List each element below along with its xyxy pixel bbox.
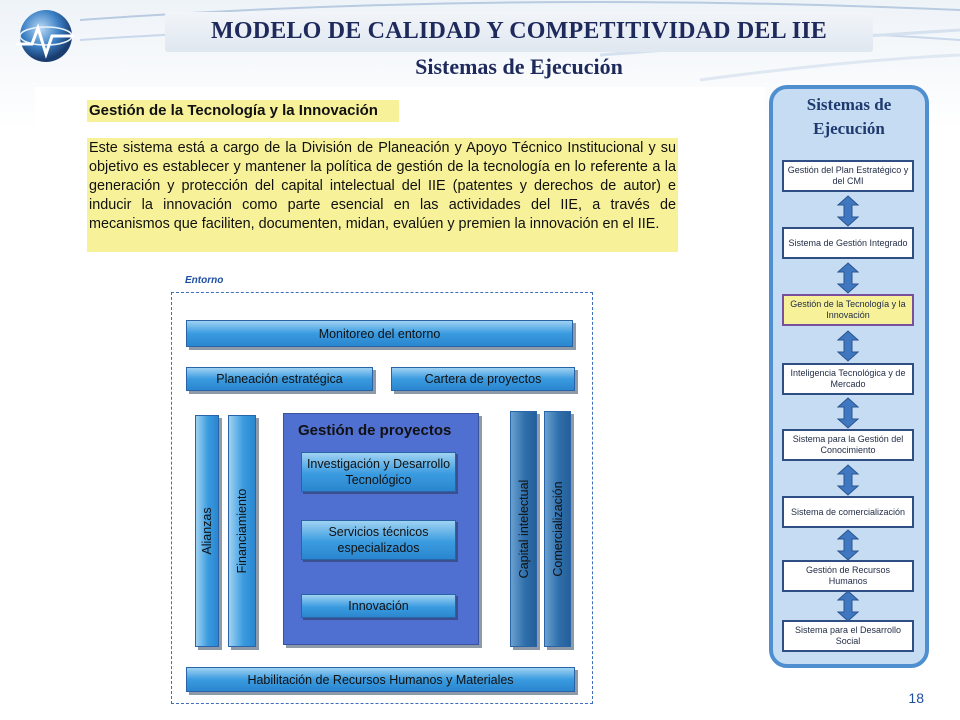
planeacion-bar [186, 367, 373, 391]
gp-item-investigacion: Investigación y Desarrollo Tecnológico [301, 452, 456, 492]
financiamiento-label: Financiamiento [235, 488, 249, 574]
sidebar-item-recursos-humanos[interactable]: Gestión de Recursos Humanos [782, 560, 914, 592]
comercializacion-bar [544, 411, 571, 647]
capital-intelectual-label: Capital intelectual [516, 479, 531, 579]
monitoreo-bar [186, 320, 573, 347]
sidebar-item-comercializacion[interactable]: Sistema de comercialización [782, 496, 914, 528]
double-arrow-icon [836, 397, 860, 429]
sidebar-item-inteligencia-tecnologica[interactable]: Inteligencia Tecnológica y de Mercado [782, 363, 914, 395]
gestion-proyectos-title: Gestión de proyectos [298, 422, 452, 439]
double-arrow-icon [836, 195, 860, 227]
page-title: MODELO DE CALIDAD Y COMPETITIVIDAD DEL IIE [210, 18, 828, 44]
gp-item-innovacion: Innovación [301, 594, 456, 618]
globe-logo [10, 6, 78, 68]
page-subtitle: Sistemas de Ejecución [415, 54, 623, 79]
sidebar-item-gestion-conocimiento[interactable]: Sistema para la Gestión del Conocimiento [782, 429, 914, 461]
habilitacion-label: Habilitación de Recursos Humanos y Materiales [247, 672, 514, 687]
monitoreo-label: Monitoreo del entorno [318, 326, 441, 341]
habilitacion-bar [186, 667, 575, 692]
double-arrow-icon [836, 529, 860, 561]
alianzas-bar [195, 415, 219, 647]
section-heading: Gestión de la Tecnología y la Innovación [87, 100, 399, 122]
alianzas-label: Alianzas [200, 507, 214, 555]
double-arrow-icon [836, 262, 860, 294]
sidebar-item-gestion-integrado[interactable]: Sistema de Gestión Integrado [782, 227, 914, 259]
page-number: 18 [908, 690, 924, 706]
capital-intelectual-bar [510, 411, 537, 647]
cartera-label: Cartera de proyectos [424, 372, 542, 386]
entorno-label: Entorno [185, 275, 224, 286]
double-arrow-icon [836, 464, 860, 496]
double-arrow-icon [836, 590, 860, 622]
financiamiento-bar [228, 415, 256, 647]
sidebar-title: Sistemas de Ejecución [806, 95, 892, 138]
gp-item-servicios: Servicios técnicos especializados [301, 520, 456, 560]
comercializacion-label: Comercialización [550, 481, 565, 577]
section-paragraph: Este sistema está a cargo de la División de Planeación y Apoyo Técnico Institucional y su objetivo es establecer y mantener la política de gestión de la tecnología en lo referente a la generación y protección del capital intelectual del IIE (patentes y derechos de autor) e inducir la innovación como parte esencial en las actividades del IIE, a través de mecanismos que faciliten, documenten, midan, evalúen y premien la innovación en el IIE. [87, 138, 678, 252]
sidebar-item-tecnologia-innovacion[interactable]: Gestión de la Tecnología y la Innovación [782, 294, 914, 326]
cartera-bar [391, 367, 575, 391]
sidebar-item-desarrollo-social[interactable]: Sistema para el Desarrollo Social [782, 620, 914, 652]
double-arrow-icon [836, 330, 860, 362]
planeacion-label: Planeación estratégica [216, 372, 343, 386]
sidebar-item-plan-estrategico[interactable]: Gestión del Plan Estratégico y del CMI [782, 160, 914, 192]
